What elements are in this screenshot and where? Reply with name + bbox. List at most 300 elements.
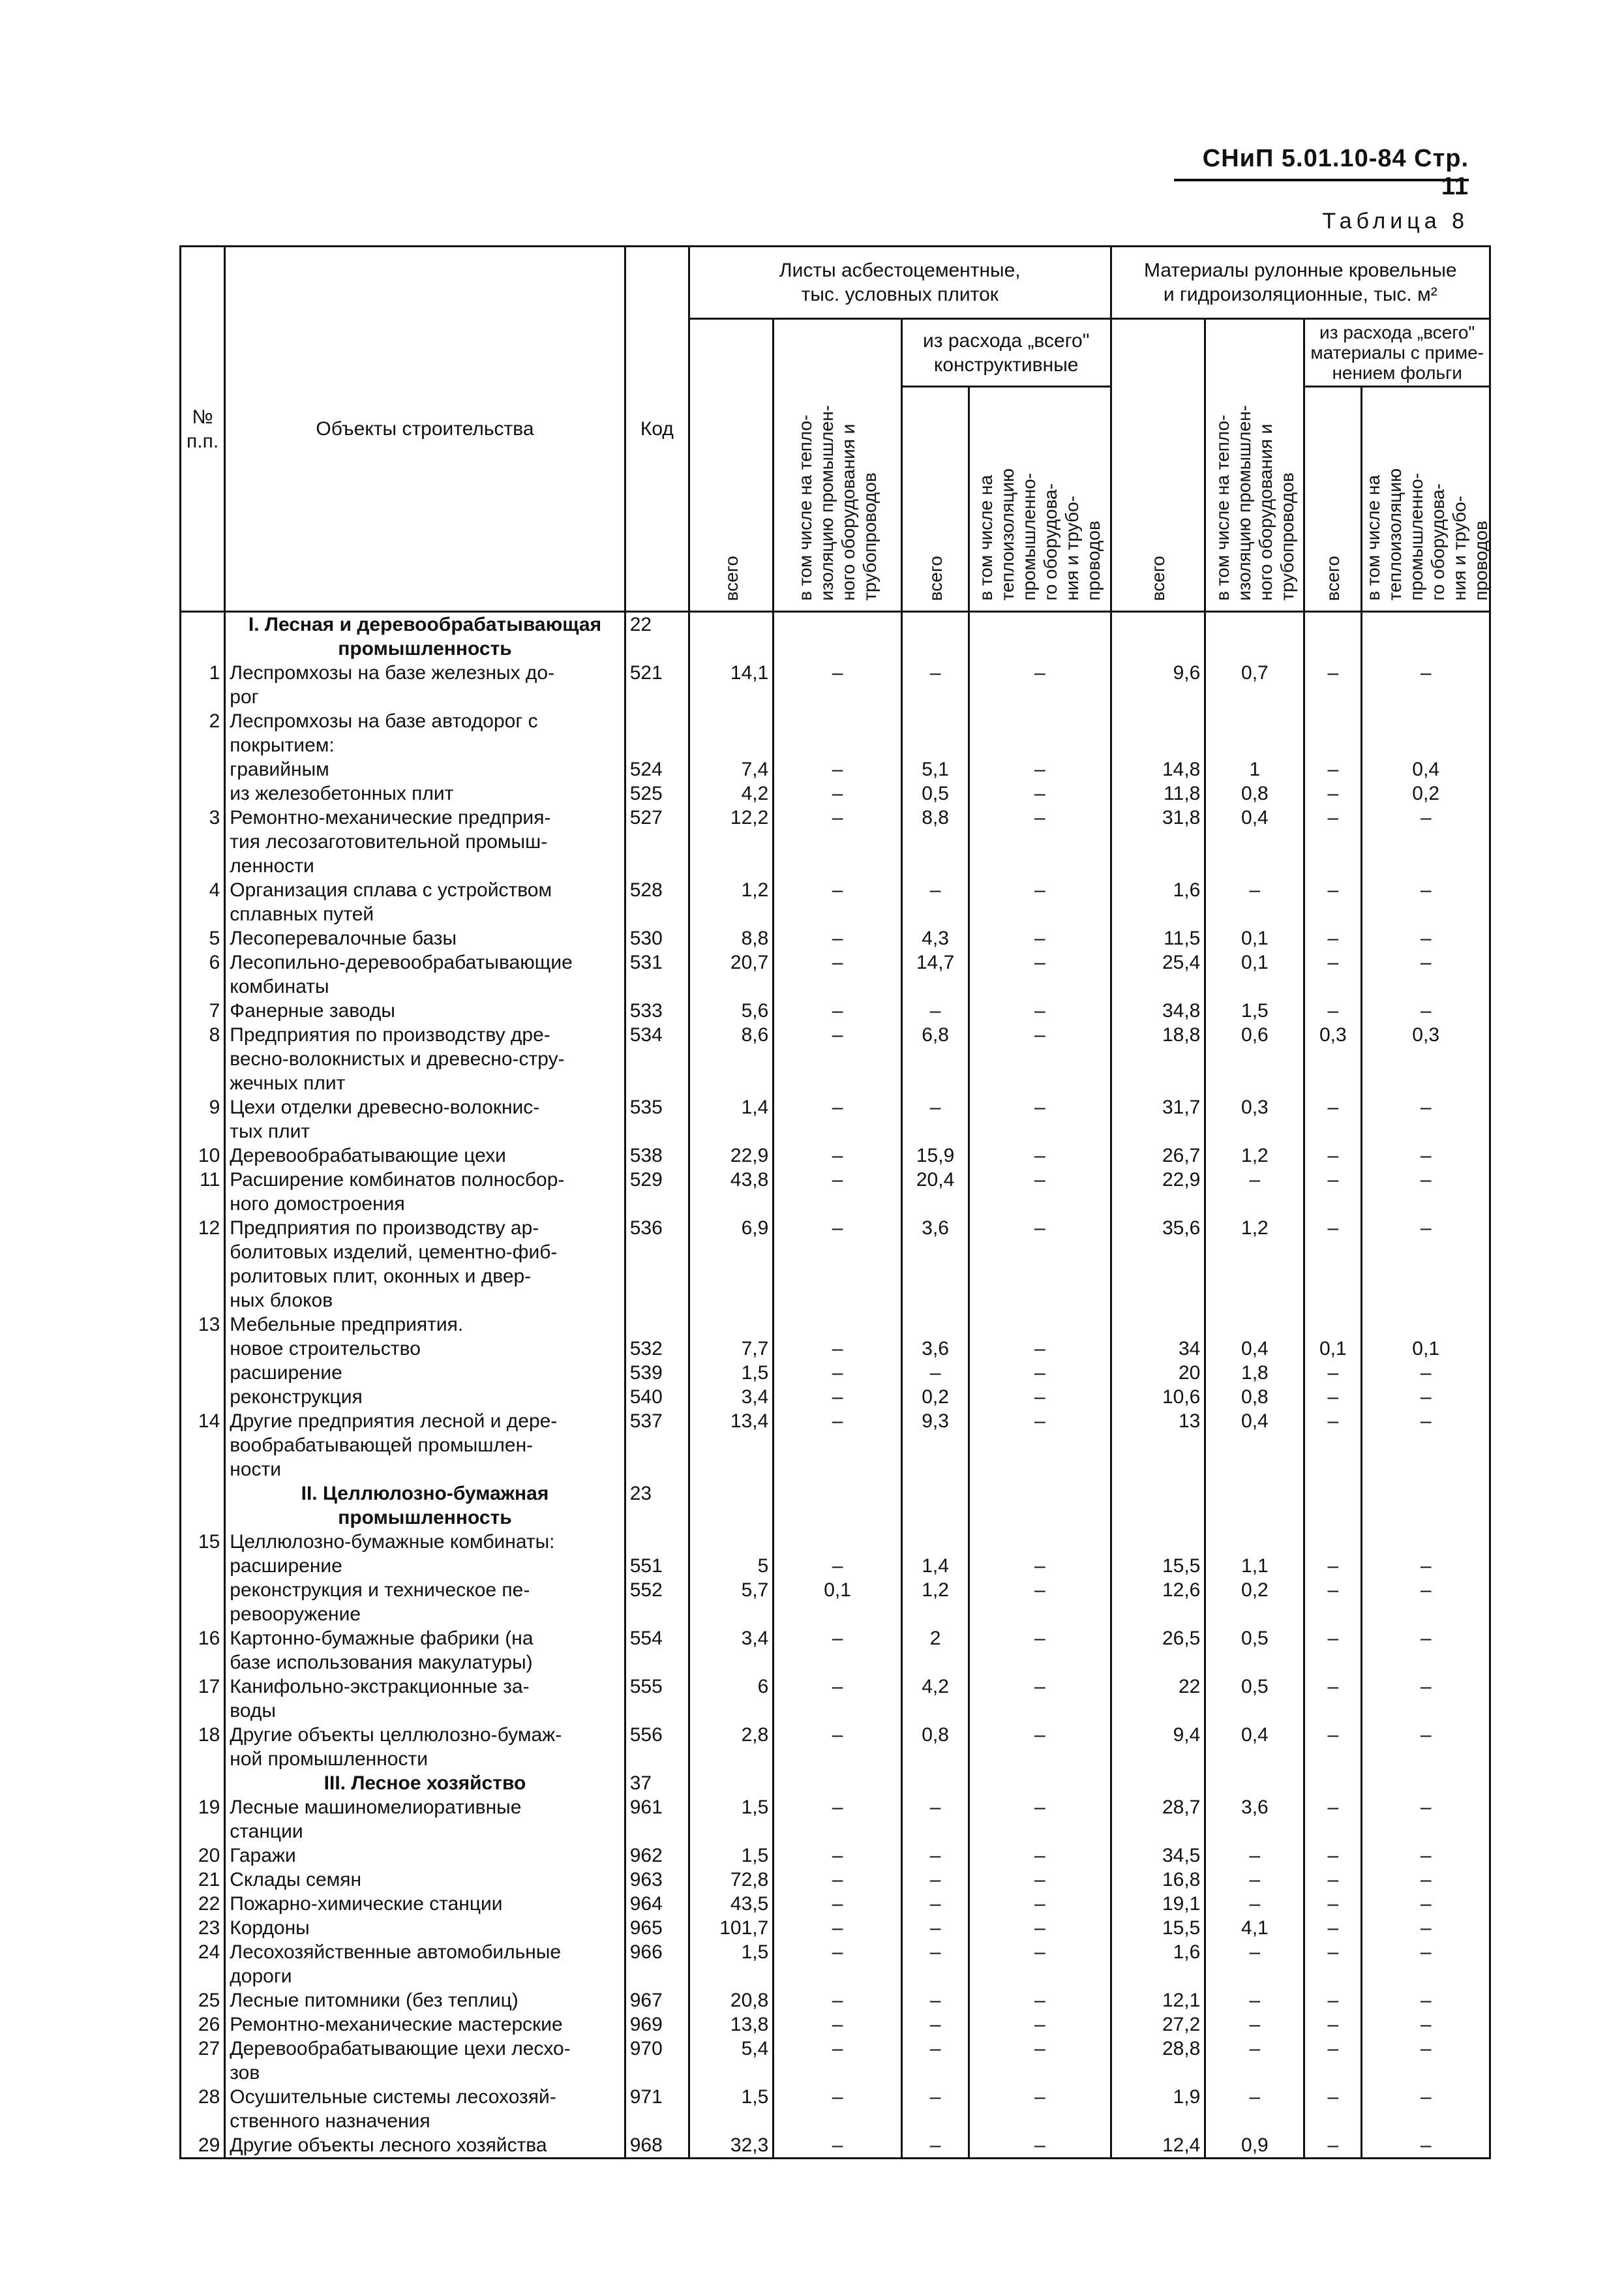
row-code: 525 <box>625 781 689 806</box>
value-cell: 28,8 <box>1111 2037 1205 2085</box>
value-cell: 18,8 <box>1111 1023 1205 1095</box>
value-cell: 11,8 <box>1111 781 1205 806</box>
value-cell: – <box>774 1337 902 1361</box>
value-cell: – <box>1205 2037 1304 2085</box>
value-cell: – <box>1205 1843 1304 1868</box>
value-cell: – <box>969 661 1111 709</box>
value-cell <box>774 1530 902 1554</box>
value-cell: – <box>774 878 902 926</box>
value-cell: – <box>1362 1168 1490 1216</box>
object-name: Целлюлозно-бумажные комбинаты: <box>225 1530 625 1554</box>
value-cell: 3,4 <box>689 1385 773 1409</box>
row-code: 37 <box>625 1771 689 1795</box>
table-row <box>181 661 1490 709</box>
object-name: Канифольно-экстракционные за- воды <box>225 1675 625 1723</box>
value-cell: – <box>969 2133 1111 2159</box>
object-name: Предприятия по производству ар- болитовых изделий, цементно-фиб- ролитовых плит, оконных и двер- ных блоков <box>225 1216 625 1312</box>
value-cell: – <box>1304 1409 1362 1481</box>
value-cell: – <box>774 1409 902 1481</box>
value-cell: 14,1 <box>689 661 773 709</box>
col-code-header: Код <box>625 247 689 612</box>
value-cell: – <box>774 2085 902 2133</box>
value-cell: – <box>1304 1168 1362 1216</box>
value-cell: – <box>969 1023 1111 1095</box>
value-cell: 22,9 <box>1111 1168 1205 1216</box>
object-name: из железобетонных плит <box>225 781 625 806</box>
value-cell: – <box>1304 757 1362 781</box>
value-cell: 26,7 <box>1111 1144 1205 1168</box>
value-cell <box>689 612 773 661</box>
table-row <box>181 926 1490 950</box>
row-code: 556 <box>625 1723 689 1771</box>
value-cell: – <box>901 2133 969 2159</box>
value-cell: – <box>774 1675 902 1723</box>
value-cell: – <box>1205 1988 1304 2012</box>
table-row <box>181 806 1490 878</box>
row-number: 6 <box>181 950 225 999</box>
group-asbestos-header: Листы асбестоцементные, тыс. условных плиток <box>689 247 1111 319</box>
row-code: 963 <box>625 1868 689 1892</box>
value-cell <box>774 612 902 661</box>
value-cell: 6,9 <box>689 1216 773 1312</box>
value-cell: – <box>1362 1626 1490 1675</box>
value-cell: 34 <box>1111 1337 1205 1361</box>
value-cell: 8,8 <box>689 926 773 950</box>
row-number: 13 <box>181 1312 225 1337</box>
value-cell: 12,6 <box>1111 1578 1205 1626</box>
value-cell: – <box>901 878 969 926</box>
table-row <box>181 1843 1490 1868</box>
value-cell: 34,5 <box>1111 1843 1205 1868</box>
value-cell: 25,4 <box>1111 950 1205 999</box>
value-cell: – <box>1362 1843 1490 1868</box>
value-cell <box>1304 1312 1362 1337</box>
row-code: 528 <box>625 878 689 926</box>
value-cell: 9,3 <box>901 1409 969 1481</box>
value-cell: – <box>1362 1144 1490 1168</box>
value-cell: 35,6 <box>1111 1216 1205 1312</box>
value-cell: 1,1 <box>1205 1554 1304 1578</box>
value-cell: – <box>1304 950 1362 999</box>
row-number: 24 <box>181 1940 225 1988</box>
table-row <box>181 1626 1490 1675</box>
value-cell: – <box>969 999 1111 1023</box>
value-cell: – <box>1304 1723 1362 1771</box>
row-number <box>181 1481 225 1530</box>
value-cell: 3,6 <box>901 1216 969 1312</box>
value-cell: 43,8 <box>689 1168 773 1216</box>
sub-constructive-header: из расхода „всего" конструктивные <box>901 319 1111 387</box>
value-cell: 15,5 <box>1111 1916 1205 1940</box>
value-cell <box>689 1481 773 1530</box>
value-cell: 5,4 <box>689 2037 773 2085</box>
value-cell: – <box>1304 1385 1362 1409</box>
value-cell: 11,5 <box>1111 926 1205 950</box>
row-number: 26 <box>181 2012 225 2037</box>
group-roll-header: Материалы рулонные кровельные и гидроизоляционные, тыс. м² <box>1111 247 1490 319</box>
value-cell <box>1111 709 1205 757</box>
value-cell: 7,4 <box>689 757 773 781</box>
value-cell: – <box>901 2012 969 2037</box>
row-code: 532 <box>625 1337 689 1361</box>
object-name: Леспромхозы на базе железных до- рог <box>225 661 625 709</box>
value-cell: – <box>1362 1216 1490 1312</box>
row-number: 8 <box>181 1023 225 1095</box>
value-cell: – <box>774 1095 902 1144</box>
row-number <box>181 1361 225 1385</box>
value-cell: – <box>901 1940 969 1988</box>
col-total-2: всего <box>901 387 969 612</box>
row-number: 23 <box>181 1916 225 1940</box>
row-code: 555 <box>625 1675 689 1723</box>
value-cell: 0,5 <box>1205 1626 1304 1675</box>
value-cell <box>1111 1771 1205 1795</box>
table-row <box>181 1095 1490 1144</box>
value-cell: – <box>1362 1723 1490 1771</box>
table-row <box>181 2133 1490 2159</box>
value-cell: 1 <box>1205 757 1304 781</box>
value-cell: 2 <box>901 1626 969 1675</box>
value-cell: – <box>969 1626 1111 1675</box>
value-cell <box>689 1771 773 1795</box>
value-cell: – <box>969 878 1111 926</box>
value-cell: – <box>1304 1892 1362 1916</box>
value-cell: – <box>1205 1168 1304 1216</box>
value-cell: – <box>969 1337 1111 1361</box>
object-name: Ремонтно-механические мастерские <box>225 2012 625 2037</box>
value-cell: – <box>969 1144 1111 1168</box>
section-title: I. Лесная и деревообрабатывающая промышленность <box>225 612 625 661</box>
value-cell: – <box>969 781 1111 806</box>
value-cell: – <box>774 1168 902 1216</box>
value-cell <box>689 1312 773 1337</box>
object-name: реконструкция и техническое пе- ревооружение <box>225 1578 625 1626</box>
value-cell: – <box>969 2012 1111 2037</box>
value-cell: 0,8 <box>1205 781 1304 806</box>
value-cell <box>1205 1771 1304 1795</box>
value-cell: – <box>774 1023 902 1095</box>
value-cell: – <box>969 1723 1111 1771</box>
value-cell: – <box>969 1795 1111 1843</box>
value-cell: – <box>774 926 902 950</box>
value-cell: – <box>1362 1868 1490 1892</box>
value-cell: – <box>969 1843 1111 1868</box>
table-row <box>181 1916 1490 1940</box>
value-cell: – <box>1362 950 1490 999</box>
col-incl-1: в том числе на тепло- изоляцию промышлен- ного оборудования и трубопроводов <box>774 319 902 612</box>
value-cell <box>1362 709 1490 757</box>
section-title: III. Лесное хозяйство <box>225 1771 625 1795</box>
table-row <box>181 1771 1490 1795</box>
value-cell: – <box>969 1868 1111 1892</box>
object-name: Лесохозяйственные автомобильные дороги <box>225 1940 625 1988</box>
object-name: Ремонтно-механические предприя- тия лесозаготовительной промыш- ленности <box>225 806 625 878</box>
row-code <box>625 1312 689 1337</box>
value-cell: – <box>1362 1554 1490 1578</box>
table-row <box>181 1168 1490 1216</box>
row-code: 529 <box>625 1168 689 1216</box>
value-cell: – <box>969 1916 1111 1940</box>
value-cell: 8,6 <box>689 1023 773 1095</box>
value-cell: – <box>969 757 1111 781</box>
object-name: Гаражи <box>225 1843 625 1868</box>
table-row <box>181 950 1490 999</box>
value-cell: 0,1 <box>1362 1337 1490 1361</box>
row-number: 9 <box>181 1095 225 1144</box>
value-cell: 13 <box>1111 1409 1205 1481</box>
row-code: 551 <box>625 1554 689 1578</box>
value-cell: – <box>1304 1144 1362 1168</box>
value-cell: 0,6 <box>1205 1023 1304 1095</box>
value-cell: – <box>1362 806 1490 878</box>
value-cell <box>901 612 969 661</box>
value-cell <box>774 1312 902 1337</box>
value-cell: – <box>1362 1095 1490 1144</box>
value-cell: – <box>969 2037 1111 2085</box>
value-cell: 1,4 <box>901 1554 969 1578</box>
object-name: Деревообрабатывающие цехи лесхо- зов <box>225 2037 625 2085</box>
value-cell: – <box>774 1940 902 1988</box>
table-row <box>181 1312 1490 1337</box>
value-cell: – <box>901 1892 969 1916</box>
row-number: 14 <box>181 1409 225 1481</box>
row-number: 17 <box>181 1675 225 1723</box>
value-cell: – <box>1205 2012 1304 2037</box>
row-number: 2 <box>181 709 225 757</box>
value-cell: – <box>1362 661 1490 709</box>
value-cell: – <box>1362 878 1490 926</box>
object-name: Организация сплава с устройством сплавных путей <box>225 878 625 926</box>
value-cell: 0,4 <box>1205 806 1304 878</box>
value-cell: – <box>969 2085 1111 2133</box>
value-cell: – <box>1304 661 1362 709</box>
row-number: 11 <box>181 1168 225 1216</box>
row-code: 966 <box>625 1940 689 1988</box>
row-number <box>181 1337 225 1361</box>
value-cell <box>1304 612 1362 661</box>
table-row <box>181 1144 1490 1168</box>
value-cell: – <box>774 1216 902 1312</box>
value-cell: 9,4 <box>1111 1723 1205 1771</box>
row-code: 538 <box>625 1144 689 1168</box>
value-cell: 12,2 <box>689 806 773 878</box>
value-cell: 20,4 <box>901 1168 969 1216</box>
value-cell <box>689 1530 773 1554</box>
value-cell: 34,8 <box>1111 999 1205 1023</box>
value-cell <box>969 1771 1111 1795</box>
value-cell <box>901 1481 969 1530</box>
value-cell: 5 <box>689 1554 773 1578</box>
value-cell: – <box>774 2037 902 2085</box>
value-cell: 0,2 <box>1362 781 1490 806</box>
value-cell: – <box>774 781 902 806</box>
value-cell: 16,8 <box>1111 1868 1205 1892</box>
table-row <box>181 1675 1490 1723</box>
table-row <box>181 1337 1490 1361</box>
value-cell: – <box>1304 806 1362 878</box>
value-cell <box>1205 709 1304 757</box>
row-code: 534 <box>625 1023 689 1095</box>
value-cell <box>1111 612 1205 661</box>
value-cell: – <box>1205 1940 1304 1988</box>
value-cell: – <box>901 2085 969 2133</box>
value-cell: 0,4 <box>1362 757 1490 781</box>
table-row <box>181 1361 1490 1385</box>
table-row <box>181 1385 1490 1409</box>
row-code: 535 <box>625 1095 689 1144</box>
value-cell <box>901 1312 969 1337</box>
value-cell: 1,5 <box>689 1361 773 1385</box>
value-cell: 5,1 <box>901 757 969 781</box>
row-number <box>181 1385 225 1409</box>
object-name: Лесные питомники (без теплиц) <box>225 1988 625 2012</box>
value-cell <box>969 1530 1111 1554</box>
row-code <box>625 709 689 757</box>
value-cell <box>774 1771 902 1795</box>
table-row <box>181 1795 1490 1843</box>
value-cell: 0,1 <box>1205 950 1304 999</box>
value-cell: 0,3 <box>1304 1023 1362 1095</box>
header-rule <box>1174 179 1469 181</box>
object-name: Лесные машиномелиоративные станции <box>225 1795 625 1843</box>
row-code <box>625 1530 689 1554</box>
row-code: 969 <box>625 2012 689 2037</box>
value-cell: 0,7 <box>1205 661 1304 709</box>
row-code: 521 <box>625 661 689 709</box>
table-row <box>181 1409 1490 1481</box>
value-cell: – <box>901 1795 969 1843</box>
value-cell: – <box>1304 926 1362 950</box>
value-cell: 0,4 <box>1205 1723 1304 1771</box>
value-cell: – <box>1362 1892 1490 1916</box>
value-cell: 1,6 <box>1111 878 1205 926</box>
value-cell: – <box>774 1626 902 1675</box>
value-cell: – <box>1304 1940 1362 1988</box>
value-cell: 1,9 <box>1111 2085 1205 2133</box>
value-cell: – <box>1304 2085 1362 2133</box>
value-cell: – <box>969 1675 1111 1723</box>
value-cell: 1,6 <box>1111 1940 1205 1988</box>
value-cell: 15,9 <box>901 1144 969 1168</box>
value-cell: – <box>969 950 1111 999</box>
value-cell: – <box>1362 1916 1490 1940</box>
table-row <box>181 1723 1490 1771</box>
value-cell: – <box>1304 999 1362 1023</box>
value-cell <box>1205 1481 1304 1530</box>
row-number <box>181 612 225 661</box>
row-number: 12 <box>181 1216 225 1312</box>
value-cell: 1,2 <box>901 1578 969 1626</box>
sub-foil-header: из расхода „всего" материалы с приме- нением фольги <box>1304 319 1490 387</box>
value-cell <box>1362 1771 1490 1795</box>
value-cell: – <box>1205 2085 1304 2133</box>
value-cell: 1,4 <box>689 1095 773 1144</box>
object-name: Кордоны <box>225 1916 625 1940</box>
value-cell: – <box>1362 1409 1490 1481</box>
row-code: 23 <box>625 1481 689 1530</box>
value-cell: 22,9 <box>689 1144 773 1168</box>
value-cell: – <box>1205 1868 1304 1892</box>
object-name: Пожарно-химические станции <box>225 1892 625 1916</box>
row-code: 968 <box>625 2133 689 2159</box>
value-cell: 1,2 <box>1205 1144 1304 1168</box>
row-code: 552 <box>625 1578 689 1626</box>
object-name: Лесоперевалочные базы <box>225 926 625 950</box>
value-cell: – <box>969 1216 1111 1312</box>
value-cell: – <box>1362 1940 1490 1988</box>
value-cell: – <box>969 1578 1111 1626</box>
value-cell: – <box>901 661 969 709</box>
value-cell: 0,8 <box>901 1723 969 1771</box>
value-cell: – <box>1304 1988 1362 2012</box>
value-cell: 13,4 <box>689 1409 773 1481</box>
value-cell <box>1205 1312 1304 1337</box>
table-row <box>181 2037 1490 2085</box>
value-cell: 3,6 <box>1205 1795 1304 1843</box>
value-cell: 10,6 <box>1111 1385 1205 1409</box>
row-number: 1 <box>181 661 225 709</box>
object-name: Деревообрабатывающие цехи <box>225 1144 625 1168</box>
value-cell: – <box>969 1385 1111 1409</box>
value-cell: – <box>1304 781 1362 806</box>
value-cell: – <box>1304 1554 1362 1578</box>
table-row <box>181 999 1490 1023</box>
value-cell: – <box>1304 1361 1362 1385</box>
value-cell <box>969 1481 1111 1530</box>
table-row <box>181 757 1490 781</box>
value-cell: – <box>1304 878 1362 926</box>
row-code: 540 <box>625 1385 689 1409</box>
value-cell: 26,5 <box>1111 1626 1205 1675</box>
value-cell: 28,7 <box>1111 1795 1205 1843</box>
value-cell: 5,7 <box>689 1578 773 1626</box>
row-code: 971 <box>625 2085 689 2133</box>
value-cell: – <box>1362 1795 1490 1843</box>
row-number: 5 <box>181 926 225 950</box>
object-name: расширение <box>225 1554 625 1578</box>
object-name: Предприятия по производству дре- весно-волокнистых и древесно-стру- жечных плит <box>225 1023 625 1095</box>
row-number: 22 <box>181 1892 225 1916</box>
table-container <box>179 245 1491 2159</box>
value-cell: 101,7 <box>689 1916 773 1940</box>
value-cell: – <box>901 999 969 1023</box>
value-cell: – <box>901 2037 969 2085</box>
row-code: 22 <box>625 612 689 661</box>
value-cell: 20,7 <box>689 950 773 999</box>
value-cell: 15,5 <box>1111 1554 1205 1578</box>
value-cell: 0,2 <box>901 1385 969 1409</box>
object-name: Осушительные системы лесохозяй- ственного назначения <box>225 2085 625 2133</box>
value-cell: – <box>774 1385 902 1409</box>
value-cell: – <box>969 1988 1111 2012</box>
value-cell: – <box>969 1940 1111 1988</box>
object-name: Лесопильно-деревообрабатывающие комбинаты <box>225 950 625 999</box>
value-cell: 0,2 <box>1205 1578 1304 1626</box>
value-cell: – <box>774 806 902 878</box>
row-number <box>181 1554 225 1578</box>
value-cell: – <box>1304 1578 1362 1626</box>
value-cell: 20,8 <box>689 1988 773 2012</box>
row-number: 20 <box>181 1843 225 1868</box>
value-cell: – <box>969 1168 1111 1216</box>
value-cell: 8,8 <box>901 806 969 878</box>
object-name: Другие объекты целлюлозно-бумаж- ной промышленности <box>225 1723 625 1771</box>
row-code: 530 <box>625 926 689 950</box>
table-row <box>181 2085 1490 2133</box>
value-cell: – <box>969 1554 1111 1578</box>
value-cell <box>1111 1481 1205 1530</box>
row-code: 970 <box>625 2037 689 2085</box>
